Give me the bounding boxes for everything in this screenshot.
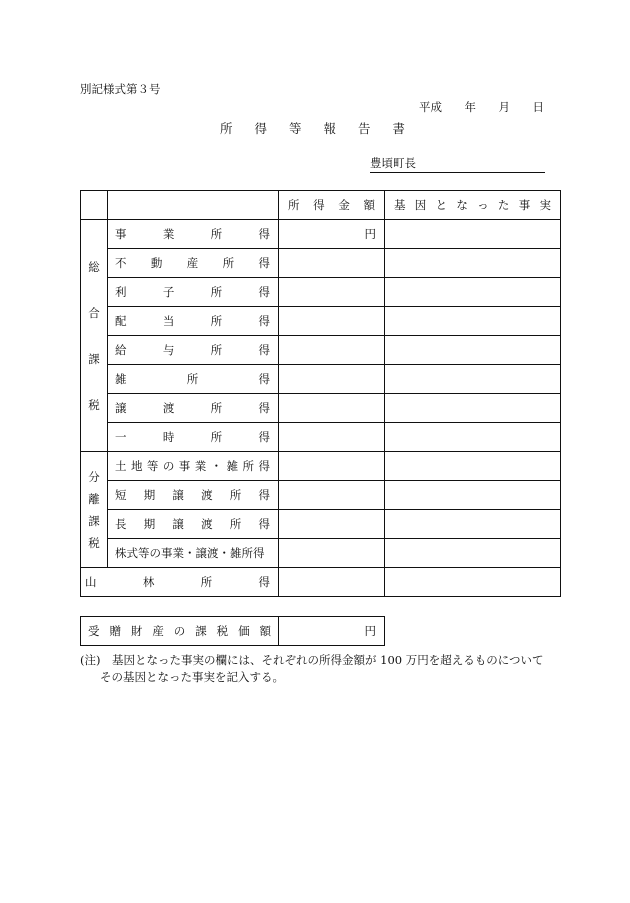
amount-cell[interactable]: 円	[279, 220, 385, 249]
label-char: 得	[258, 517, 270, 531]
label-char: 動	[150, 256, 163, 270]
label-char: 産	[186, 256, 199, 270]
header-row	[81, 191, 561, 220]
fact-cell[interactable]	[385, 278, 561, 307]
label-char: 所	[210, 430, 223, 444]
label-char: 所	[222, 256, 235, 270]
label-char: 渡	[162, 401, 175, 415]
row-label	[108, 510, 279, 539]
amount-cell[interactable]	[279, 510, 385, 539]
label-char: 株式等の事業・譲渡・雑所得	[115, 546, 265, 560]
amount-cell[interactable]	[279, 452, 385, 481]
table-row	[81, 510, 561, 539]
label-char: 得	[258, 372, 270, 386]
label-char: 得	[258, 256, 270, 270]
label-char: 得	[258, 575, 270, 589]
label-char: 利	[115, 285, 127, 299]
label-char: 業	[162, 227, 175, 241]
label-char: 山	[85, 575, 97, 589]
label-char: 短	[115, 488, 127, 502]
amount-cell[interactable]	[279, 539, 385, 568]
label-char: 所	[229, 488, 242, 502]
label-char: 得	[254, 121, 267, 136]
label-char: 所	[186, 372, 199, 386]
label-char: 額	[259, 624, 271, 638]
label-char: 贈	[109, 624, 121, 638]
label-char: 長	[115, 517, 127, 531]
amount-cell[interactable]	[279, 394, 385, 423]
fact-cell[interactable]	[385, 220, 561, 249]
label-char: 基	[394, 198, 406, 212]
label-char: 告	[357, 121, 371, 136]
separate-taxation-category	[81, 452, 108, 568]
label-char: 課	[195, 624, 207, 638]
label-char: 所	[242, 459, 254, 473]
row-label	[108, 307, 279, 336]
label-char: 事	[518, 198, 531, 212]
label-char: 子	[162, 285, 175, 299]
gift-label	[81, 617, 279, 646]
label-char: 渡	[201, 517, 213, 531]
fact-cell[interactable]	[385, 481, 561, 510]
amount-cell[interactable]	[279, 336, 385, 365]
label-char: 因	[414, 198, 427, 212]
label-char: 所	[210, 285, 223, 299]
date-line	[419, 99, 544, 115]
label-char: 雑	[115, 372, 127, 386]
fact-cell[interactable]	[385, 510, 561, 539]
table-row	[81, 568, 561, 597]
label-char: 産	[152, 624, 164, 638]
row-label	[108, 452, 279, 481]
fact-cell[interactable]	[385, 365, 561, 394]
label-char: 財	[130, 624, 143, 638]
fact-cell[interactable]	[385, 249, 561, 278]
label-char: 得	[258, 459, 270, 473]
fact-cell[interactable]	[385, 423, 561, 452]
fact-column-header	[385, 191, 561, 220]
label-char: 課	[88, 513, 100, 528]
table-row	[81, 617, 385, 646]
label-char: な	[456, 198, 468, 212]
label-char: 譲	[172, 488, 184, 502]
table-row	[81, 220, 561, 249]
forest-income-label	[81, 568, 279, 597]
label-char: 日	[532, 100, 544, 114]
general-taxation-category	[81, 220, 108, 452]
label-char: 月	[498, 100, 510, 114]
label-char: 受	[88, 624, 100, 638]
label-char: 得	[258, 314, 270, 328]
label-char: 所	[210, 227, 223, 241]
amount-cell[interactable]	[279, 481, 385, 510]
label-char: 実	[539, 198, 551, 212]
table-row	[81, 365, 561, 394]
label-char: 所	[210, 314, 223, 328]
label-char: 総	[88, 259, 100, 274]
table-row	[81, 481, 561, 510]
label-char: 配	[115, 314, 127, 328]
label-char: 事	[178, 459, 191, 473]
label-char: 得	[258, 401, 270, 415]
form-number: 別記様式第３号	[80, 82, 161, 96]
label-char: 平成	[419, 100, 442, 114]
label-char: 得	[313, 198, 325, 212]
document-title	[220, 119, 405, 137]
label-char: 得	[258, 430, 270, 444]
amount-cell[interactable]	[279, 307, 385, 336]
row-label	[108, 249, 279, 278]
label-char: 当	[162, 314, 175, 328]
label-char: 土	[115, 459, 127, 473]
row-label	[108, 336, 279, 365]
amount-cell[interactable]	[279, 423, 385, 452]
fact-cell[interactable]	[385, 394, 561, 423]
table-row	[81, 452, 561, 481]
label-char: の	[173, 624, 186, 638]
label-char: 書	[392, 121, 405, 136]
addressee-line: 豊頃町長	[370, 155, 545, 173]
label-char: 不	[115, 256, 127, 270]
label-char: 課	[88, 351, 100, 366]
income-report-table	[80, 190, 561, 597]
blank-header-cell	[108, 191, 279, 220]
label-char: 金	[338, 198, 350, 212]
label-char: 雑	[226, 459, 239, 473]
label-char: 所	[220, 121, 233, 136]
label-char: 地	[130, 459, 143, 473]
row-label	[108, 220, 279, 249]
table-row	[81, 278, 561, 307]
amount-cell[interactable]	[279, 365, 385, 394]
table-row	[81, 539, 561, 568]
fact-cell[interactable]	[385, 568, 561, 597]
label-char: 離	[88, 491, 100, 506]
label-char: 報	[323, 121, 336, 136]
fact-cell[interactable]	[385, 336, 561, 365]
row-label	[108, 394, 279, 423]
label-char: 合	[88, 305, 100, 320]
corner-cell	[81, 191, 108, 220]
label-char: 年	[464, 100, 476, 114]
label-char: 林	[142, 575, 155, 589]
label-char: 業	[194, 459, 207, 473]
label-char: 譲	[115, 401, 127, 415]
label-char: た	[497, 198, 510, 212]
table-row	[81, 249, 561, 278]
label-char: 所	[210, 343, 223, 357]
label-char: の	[162, 459, 175, 473]
row-label	[108, 423, 279, 452]
row-label	[108, 365, 279, 394]
table-row	[81, 336, 561, 365]
label-char: 与	[162, 343, 175, 357]
amount-cell[interactable]	[279, 249, 385, 278]
label-char: 税	[88, 535, 100, 550]
label-char: 税	[88, 397, 100, 412]
label-char: 期	[143, 488, 156, 502]
amount-cell[interactable]	[279, 568, 385, 597]
label-char: 所	[210, 401, 223, 415]
row-label	[108, 539, 279, 568]
table-row	[81, 423, 561, 452]
label-char: 得	[258, 227, 270, 241]
label-char: 得	[258, 285, 270, 299]
row-label	[108, 481, 279, 510]
label-char: 等	[146, 459, 159, 473]
note-line-1: (注) 基因となった事実の欄には、それぞれの所得金額が 100 万円を超えるものについて	[80, 653, 544, 667]
gift-amount-cell[interactable]: 円	[279, 617, 385, 646]
fact-cell[interactable]	[385, 452, 561, 481]
fact-cell[interactable]	[385, 307, 561, 336]
label-char: 時	[162, 430, 175, 444]
table-row	[81, 307, 561, 336]
label-char: ・	[210, 459, 223, 473]
label-char: っ	[477, 198, 489, 212]
row-label	[108, 278, 279, 307]
label-char: 給	[115, 343, 127, 357]
label-char: 等	[288, 121, 302, 136]
label-char: 一	[115, 430, 127, 444]
label-char: 譲	[172, 517, 184, 531]
amount-cell[interactable]	[279, 278, 385, 307]
label-char: 額	[363, 198, 375, 212]
label-char: 得	[258, 343, 270, 357]
table-row	[81, 394, 561, 423]
label-char: 分	[88, 469, 100, 484]
label-char: 所	[200, 575, 213, 589]
amount-column-header	[279, 191, 385, 220]
label-char: 渡	[201, 488, 213, 502]
gift-assessment-table	[80, 616, 385, 646]
label-char: 得	[258, 488, 270, 502]
label-char: 所	[229, 517, 242, 531]
label-char: と	[435, 198, 448, 212]
note-line-2: その基因となった事実を記入する。	[100, 670, 284, 684]
label-char: 事	[115, 227, 127, 241]
label-char: 期	[143, 517, 156, 531]
fact-cell[interactable]	[385, 539, 561, 568]
label-char: 所	[288, 198, 300, 212]
label-char: 税	[216, 624, 229, 638]
label-char: 価	[238, 624, 250, 638]
